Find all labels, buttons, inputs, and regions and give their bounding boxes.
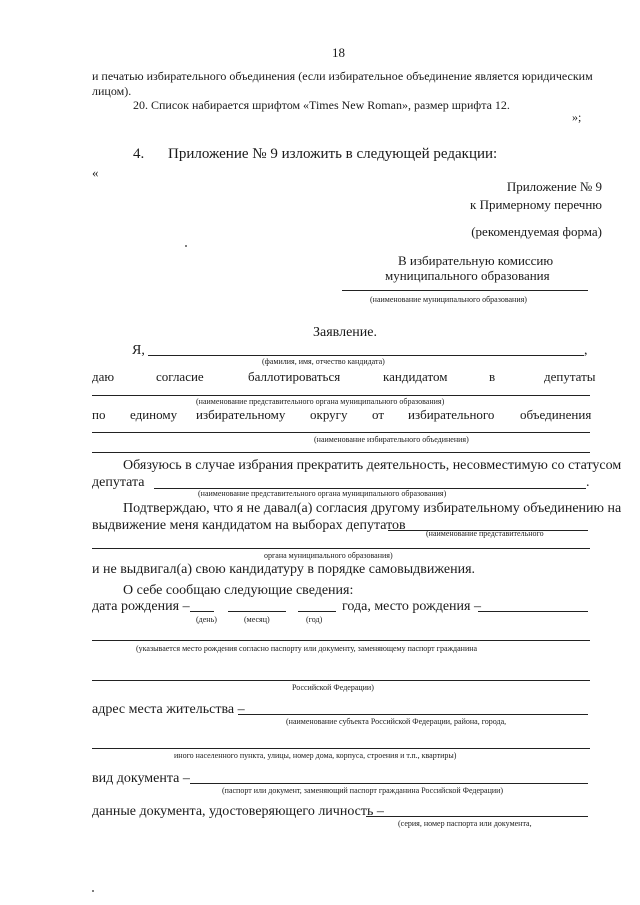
fio-field[interactable]: [148, 355, 584, 356]
party-field-continued[interactable]: [92, 452, 590, 453]
birth-year-field[interactable]: [298, 611, 336, 612]
birth-month-field[interactable]: [228, 611, 286, 612]
prev-section-line: и печатью избирательного объединения (если избирательное объединение является юридическим: [92, 69, 593, 83]
party-field[interactable]: [92, 432, 590, 433]
birthplace-field-continued[interactable]: [92, 640, 590, 641]
address-caption: иного населенного пункта, улицы, номер дома, корпуса, строения и т.п., квартиры): [174, 751, 457, 760]
about-me-text: О себе сообщаю следующие сведения:: [123, 583, 354, 598]
confirm-caption: (наименование представительного: [426, 529, 544, 538]
opening-quote: «: [92, 165, 99, 180]
item-text: Приложение № 9 изложить в следующей редакции:: [168, 146, 498, 162]
day-caption: (день): [196, 615, 217, 624]
fio-end: ,: [584, 343, 588, 358]
district-word: от: [372, 407, 385, 422]
obligation-text: Обязуюсь в случае избрания прекратить деятельность, несовместимую со статусом: [123, 458, 622, 473]
birthplace-field-continued[interactable]: [92, 680, 590, 681]
address-label: адрес места жительства –: [92, 702, 245, 717]
consent-word: даю: [92, 369, 115, 384]
month-caption: (месяц): [244, 615, 270, 624]
birthplace-field[interactable]: [478, 611, 588, 612]
prev-section-line: лицом).: [92, 84, 132, 98]
municipality-caption: (наименование муниципального образования): [370, 295, 527, 304]
consent-word: кандидатом: [383, 369, 448, 384]
district-word: округу: [310, 407, 348, 422]
birth-day-field[interactable]: [190, 611, 214, 612]
scan-speck: [185, 245, 187, 247]
appendix-subtitle: к Примерному перечню: [470, 197, 602, 212]
ya-label: Я,: [132, 343, 145, 358]
confirm-text: выдвижение меня кандидатом на выборах депутатов: [92, 518, 406, 533]
consent-word: согласие: [156, 369, 204, 384]
birth-year-label: года, место рождения –: [342, 599, 481, 614]
district-word: избирательного: [408, 407, 495, 422]
addressee-line: муниципального образования: [385, 268, 550, 283]
doc-data-label: данные документа, удостоверяющего личность –: [92, 804, 384, 819]
district-word: избирательному: [196, 407, 286, 422]
birth-date-label: дата рождения –: [92, 599, 190, 614]
scan-speck: [92, 890, 94, 892]
birthplace-caption: Российской Федерации): [292, 683, 374, 692]
confirm-organ-field-continued[interactable]: [92, 548, 590, 549]
municipality-field[interactable]: [342, 290, 588, 291]
item-number: 4.: [133, 146, 145, 162]
fio-caption: (фамилия, имя, отчество кандидата): [262, 357, 385, 366]
consent-word: баллотироваться: [248, 369, 341, 384]
document-title: Заявление.: [313, 325, 377, 340]
obligation-end: .: [586, 475, 590, 490]
confirm-caption: органа муниципального образования): [264, 551, 393, 560]
doc-type-label: вид документа –: [92, 771, 190, 786]
page-number: 18: [332, 45, 345, 60]
birthplace-caption: (указывается место рождения согласно паспорту или документу, заменяющему паспорт гражданина: [136, 644, 478, 653]
year-caption: (год): [306, 615, 323, 624]
district-word: единому: [130, 407, 178, 422]
address-field[interactable]: [238, 714, 588, 715]
appendix-title: Приложение № 9: [506, 179, 602, 194]
prev-section-line: 20. Список набирается шрифтом «Times New Roman», размер шрифта 12.: [133, 98, 510, 112]
rep-organ-caption: (наименование представительного органа муниципального образования): [196, 397, 445, 406]
party-caption: (наименование избирательного объединения): [314, 435, 469, 444]
address-caption: (наименование субъекта Российской Федерации, района, города,: [286, 717, 507, 726]
address-field-continued[interactable]: [92, 748, 590, 749]
self-nomination-text: и не выдвигал(а) свою кандидатуру в порядке самовыдвижения.: [92, 562, 476, 577]
confirm-text: Подтверждаю, что я не давал(а) согласия другому избирательному объединению на: [123, 501, 622, 516]
obligation-text: депутата: [92, 475, 145, 490]
consent-word: депутаты: [544, 369, 596, 384]
doc-data-caption: (серия, номер паспорта или документа,: [398, 819, 532, 828]
consent-word: в: [489, 369, 496, 384]
doc-data-field[interactable]: [366, 816, 588, 817]
form-note: (рекомендуемая форма): [471, 224, 602, 239]
district-word: объединения: [520, 407, 592, 422]
rep-organ-field[interactable]: [92, 395, 590, 396]
doc-type-field[interactable]: [190, 783, 588, 784]
closing-quote: »;: [572, 110, 582, 124]
obligation-caption: (наименование представительного органа муниципального образования): [198, 489, 447, 498]
addressee-line: В избирательную комиссию: [398, 253, 554, 268]
doc-type-caption: (паспорт или документ, заменяющий паспорт гражданина Российской Федерации): [222, 786, 504, 795]
district-word: по: [92, 407, 106, 422]
